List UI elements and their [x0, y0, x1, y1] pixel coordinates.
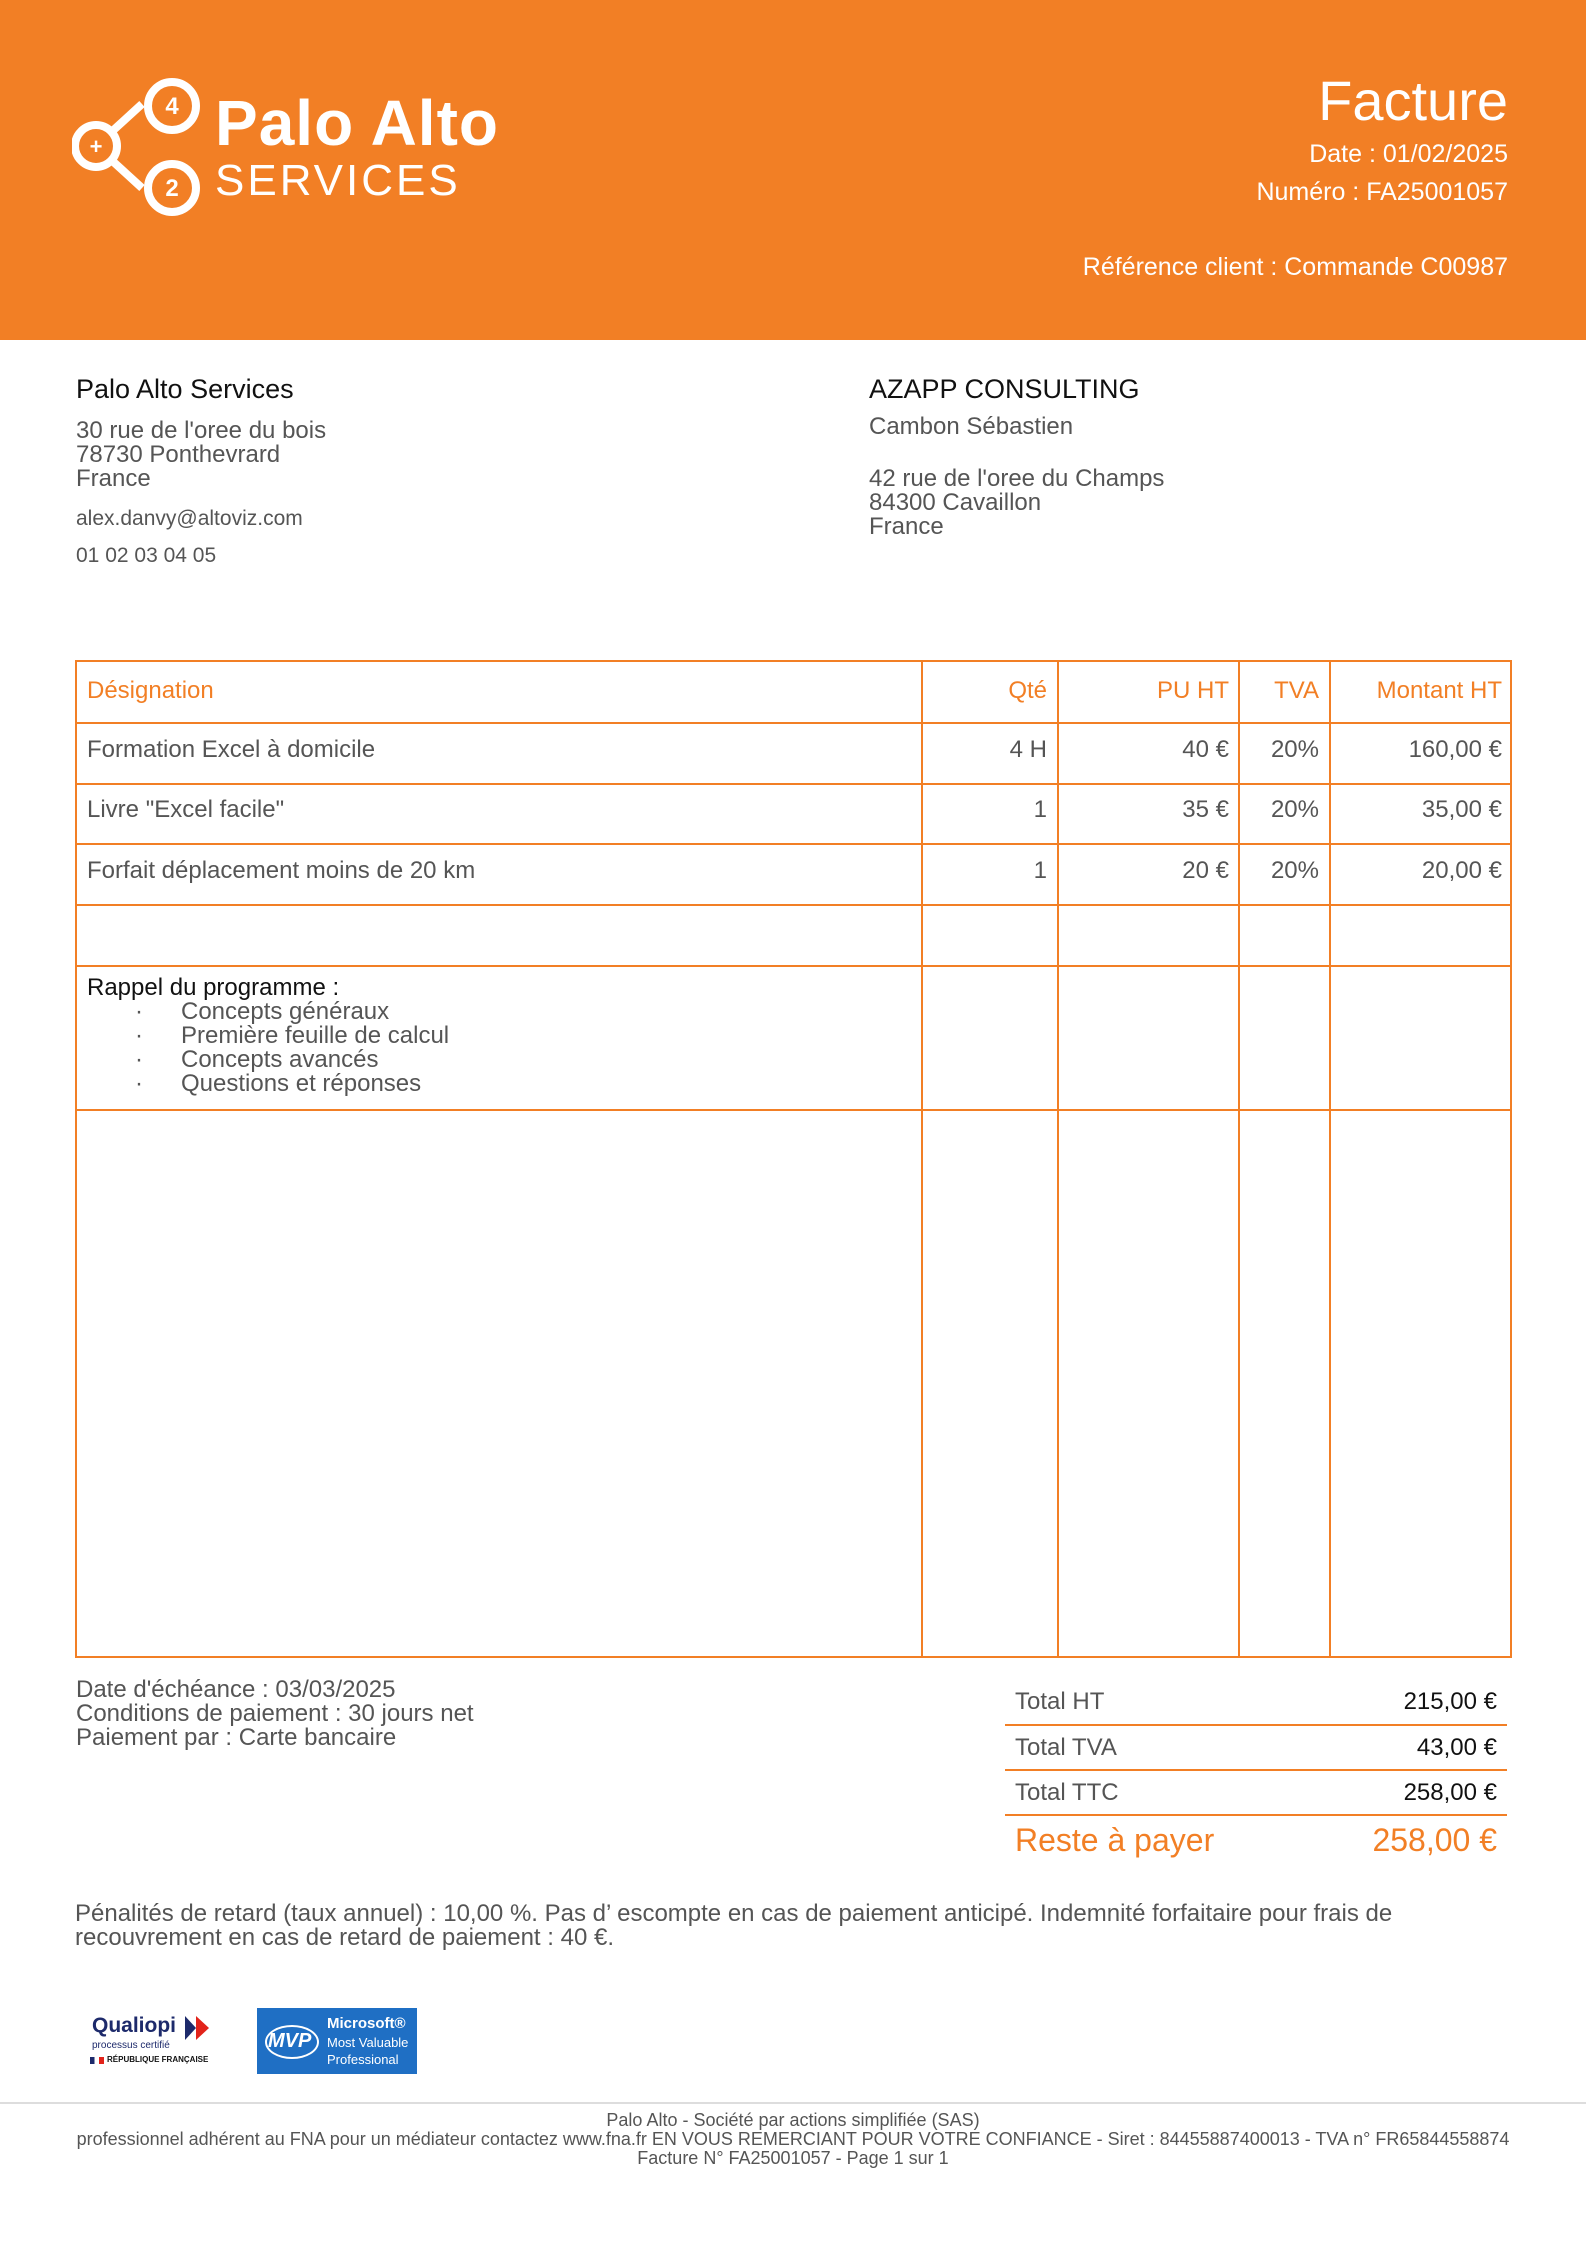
logo-badge-left: + — [89, 134, 103, 159]
logo-badge-bottom: 2 — [165, 175, 179, 202]
table-divider — [77, 783, 1510, 785]
col-header-amount: Montant HT — [1376, 677, 1502, 704]
row-vat: 20% — [1270, 857, 1319, 884]
program-item: · Concepts avancés — [87, 1048, 449, 1072]
total-ttc-label: Total TTC — [1015, 1779, 1119, 1806]
total-ht-value: 215,00 € — [1403, 1688, 1497, 1715]
qualiopi-badge — [88, 2010, 228, 2070]
amount-due-row — [1005, 1820, 1507, 1870]
qualiopi-subtitle: processus certifié — [92, 2040, 170, 2051]
payment-terms: Conditions de paiement : 30 jours net — [76, 1700, 474, 1727]
row-amount: 35,00 € — [1421, 796, 1502, 823]
row-unit-price: 40 € — [1182, 736, 1229, 763]
molecule-logo-icon — [72, 72, 212, 222]
logo-badge-top: 4 — [165, 93, 179, 120]
payment-info — [76, 1678, 474, 1750]
table-divider — [77, 904, 1510, 906]
table-divider — [77, 1109, 1510, 1111]
row-amount: 160,00 € — [1408, 736, 1502, 763]
items-table — [75, 660, 1512, 1658]
row-amount: 20,00 € — [1421, 857, 1502, 884]
footer-page: Facture N° FA25001057 - Page 1 sur 1 — [637, 2148, 949, 2168]
document-title: Facture — [1318, 69, 1508, 132]
row-vat: 20% — [1270, 796, 1319, 823]
mvp-microsoft: Microsoft® — [327, 2015, 406, 2032]
seller-address-line: 30 rue de l'oree du bois — [76, 417, 327, 444]
invoice-number: Numéro : FA25001057 — [1256, 178, 1508, 206]
footer-divider — [0, 2102, 1586, 2104]
seller-block — [76, 374, 326, 568]
payment-method: Paiement par : Carte bancaire — [76, 1724, 397, 1751]
seller-address-line: 78730 Ponthevrard — [76, 441, 281, 468]
bullet-icon: · — [135, 1070, 143, 1097]
qualiopi-republique: RÉPUBLIQUE FRANÇAISE — [107, 2055, 209, 2064]
footer-company: Palo Alto - Société par actions simplifiée (SAS) — [606, 2110, 980, 2130]
row-designation: Livre "Excel facile" — [87, 796, 285, 823]
row-designation: Forfait déplacement moins de 20 km — [87, 857, 476, 884]
mvp-most-valuable: Most Valuable — [327, 2035, 409, 2050]
seller-phone: 01 02 03 04 05 — [76, 544, 217, 567]
buyer-company: AZAPP CONSULTING — [869, 374, 1140, 404]
mvp-professional: Professional — [327, 2052, 399, 2067]
total-tva-value: 43,00 € — [1416, 1734, 1497, 1761]
program-item: · Première feuille de calcul — [87, 1024, 449, 1048]
col-header-vat: TVA — [1274, 677, 1319, 704]
total-ttc-value: 258,00 € — [1403, 1779, 1497, 1806]
program-reminder — [87, 976, 449, 1096]
logo-brand-sub: SERVICES — [215, 156, 461, 205]
footer-legal: professionnel adhérent au FNA pour un médiateur contactez www.fna.fr EN VOUS REMERCIANT POUR VOTRE CONFIANCE - Siret : 84455887400013 - TVA n° FR65844558874 — [76, 2129, 1510, 2149]
due-date: Date d'échéance : 03/03/2025 — [76, 1676, 396, 1703]
seller-name: Palo Alto Services — [76, 374, 294, 404]
bullet-icon: · — [135, 1022, 143, 1049]
amount-due-value: 258,00 € — [1372, 1822, 1497, 1858]
buyer-contact: Cambon Sébastien — [869, 413, 1074, 440]
mvp-mark: MVP — [268, 2030, 312, 2052]
amount-due-label: Reste à payer — [1015, 1822, 1215, 1858]
program-title: Rappel du programme : — [87, 974, 340, 1001]
col-header-qty: Qté — [1008, 677, 1047, 704]
seller-address-line: France — [76, 465, 151, 492]
total-ht-label: Total HT — [1015, 1688, 1105, 1715]
logo-brand-name: Palo Alto — [215, 87, 499, 159]
seller-email[interactable]: alex.danvy@altoviz.com — [76, 507, 303, 530]
qualiopi-name: Qualiopi — [92, 2014, 176, 2037]
total-tva-row — [1005, 1726, 1507, 1770]
col-header-unit-price: PU HT — [1157, 677, 1229, 704]
row-unit-price: 20 € — [1182, 857, 1229, 884]
invoice-date: Date : 01/02/2025 — [1309, 140, 1508, 168]
total-tva-label: Total TVA — [1015, 1734, 1117, 1761]
buyer-block — [869, 374, 1164, 539]
microsoft-mvp-badge — [257, 2008, 417, 2074]
total-ht-row — [1005, 1680, 1507, 1724]
program-item: · Questions et réponses — [87, 1072, 449, 1096]
table-divider — [77, 965, 1510, 967]
french-flag-icon — [90, 2057, 104, 2064]
row-designation: Formation Excel à domicile — [87, 736, 376, 763]
total-ttc-row — [1005, 1771, 1507, 1815]
program-item: · Concepts généraux — [87, 1000, 449, 1024]
client-reference: Référence client : Commande C00987 — [1082, 253, 1508, 281]
col-header-designation: Désignation — [87, 677, 214, 704]
row-qty: 1 — [1033, 796, 1047, 823]
qualiopi-arrow-icon — [185, 2016, 211, 2040]
company-logo — [72, 72, 542, 222]
table-divider — [77, 843, 1510, 845]
row-unit-price: 35 € — [1182, 796, 1229, 823]
table-divider — [77, 722, 1510, 724]
totals-divider — [1005, 1814, 1507, 1816]
buyer-address-line: 84300 Cavaillon — [869, 489, 1042, 516]
bullet-icon: · — [135, 1046, 143, 1073]
late-payment-penalties: Pénalités de retard (taux annuel) : 10,00 %. Pas d’ escompte en cas de paiement anticipé. Indemnité forfaitaire pour frais de recouvrement en cas de retard de paiement : 40 €. — [75, 1900, 1393, 1951]
row-qty: 1 — [1033, 857, 1047, 884]
buyer-address-line: 42 rue de l'oree du Champs — [869, 465, 1165, 492]
row-qty: 4 H — [1009, 736, 1047, 763]
buyer-address-line: France — [869, 513, 944, 540]
row-vat: 20% — [1270, 736, 1319, 763]
bullet-icon: · — [135, 998, 143, 1025]
